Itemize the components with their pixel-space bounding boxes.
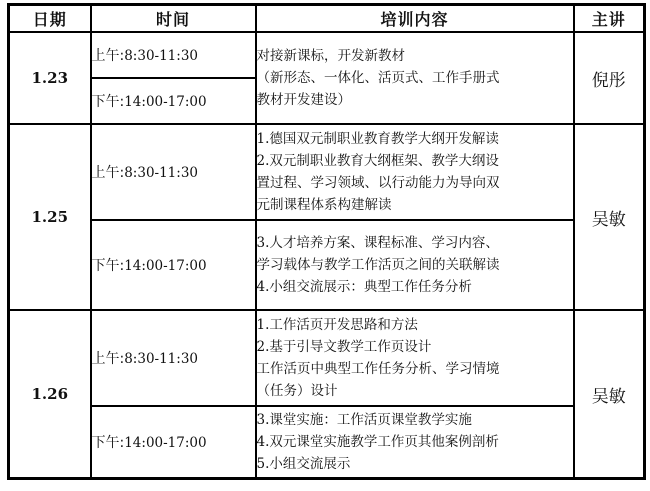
date-cell: 1.23: [9, 32, 91, 124]
header-content: 培训内容: [256, 5, 574, 33]
content-line: （任务）设计: [256, 383, 338, 399]
session-label: 上午:: [91, 165, 125, 181]
session-label: 下午:: [91, 94, 125, 110]
session-label: 下午:: [91, 258, 125, 274]
content-line: 对接新课标，开发新教材: [256, 48, 405, 64]
table-row: [9, 220, 645, 310]
time-cell: [91, 406, 256, 479]
content-line: 4.双元课堂实施教学工作页其他案例剖析: [256, 434, 499, 450]
lecturer-cell: 吴敏: [574, 124, 645, 310]
header-lecturer: 主讲: [574, 5, 645, 33]
content-cell: [256, 32, 574, 124]
content-line: 4.小组交流展示：典型工作任务分析: [256, 279, 472, 295]
content-cell: [256, 310, 574, 406]
lecturer-cell: 吴敏: [574, 310, 645, 479]
content-line: 教材开发建设）: [256, 92, 351, 108]
session-time: 14:00-17:00: [124, 435, 207, 451]
session-label: 下午:: [91, 435, 125, 451]
header-time: 时间: [91, 5, 256, 33]
content-line: 2.双元制职业教育大纲框架、教学大纲设: [256, 153, 499, 169]
date-cell: 1.25: [9, 124, 91, 310]
session-time: 14:00-17:00: [124, 94, 207, 110]
table-row: [9, 32, 645, 78]
training-schedule-table: [7, 3, 646, 480]
table-row: [9, 310, 645, 406]
table-row: [9, 406, 645, 479]
content-line: 3.人才培养方案、课程标准、学习内容、: [256, 235, 499, 251]
content-line: 1.工作活页开发思路和方法: [256, 317, 418, 333]
lecturer-cell: 倪彤: [574, 32, 645, 124]
content-cell: [256, 406, 574, 479]
session-time: 8:30-11:30: [124, 165, 199, 181]
date-cell: 1.26: [9, 310, 91, 479]
session-time: 8:30-11:30: [124, 351, 199, 367]
session-label: 上午:: [91, 351, 125, 367]
session-time: 14:00-17:00: [124, 258, 207, 274]
session-time: 8:30-11:30: [124, 48, 199, 64]
content-cell: [256, 124, 574, 220]
header-row: [9, 5, 645, 33]
table-row: [9, 124, 645, 220]
time-cell: [91, 124, 256, 220]
time-cell: [91, 78, 256, 124]
time-cell: [91, 220, 256, 310]
content-line: 1.德国双元制职业教育教学大纲开发解读: [256, 131, 499, 147]
time-cell: [91, 310, 256, 406]
content-cell: [256, 220, 574, 310]
session-label: 上午:: [91, 48, 125, 64]
content-line: 学习载体与教学工作活页之间的关联解读: [256, 257, 500, 273]
content-line: 元制课程体系构建解读: [256, 197, 392, 213]
content-line: （新形态、一体化、活页式、工作手册式: [256, 70, 500, 86]
time-cell: [91, 32, 256, 78]
header-date: 日期: [9, 5, 91, 33]
content-line: 置过程、学习领域、以行动能力为导向双: [256, 175, 500, 191]
content-line: 2.基于引导文教学工作页设计: [256, 339, 432, 355]
content-line: 工作活页中典型工作任务分析、学习情境: [256, 361, 500, 377]
content-line: 5.小组交流展示: [256, 456, 351, 472]
content-line: 3.课堂实施：工作活页课堂教学实施: [256, 412, 472, 428]
